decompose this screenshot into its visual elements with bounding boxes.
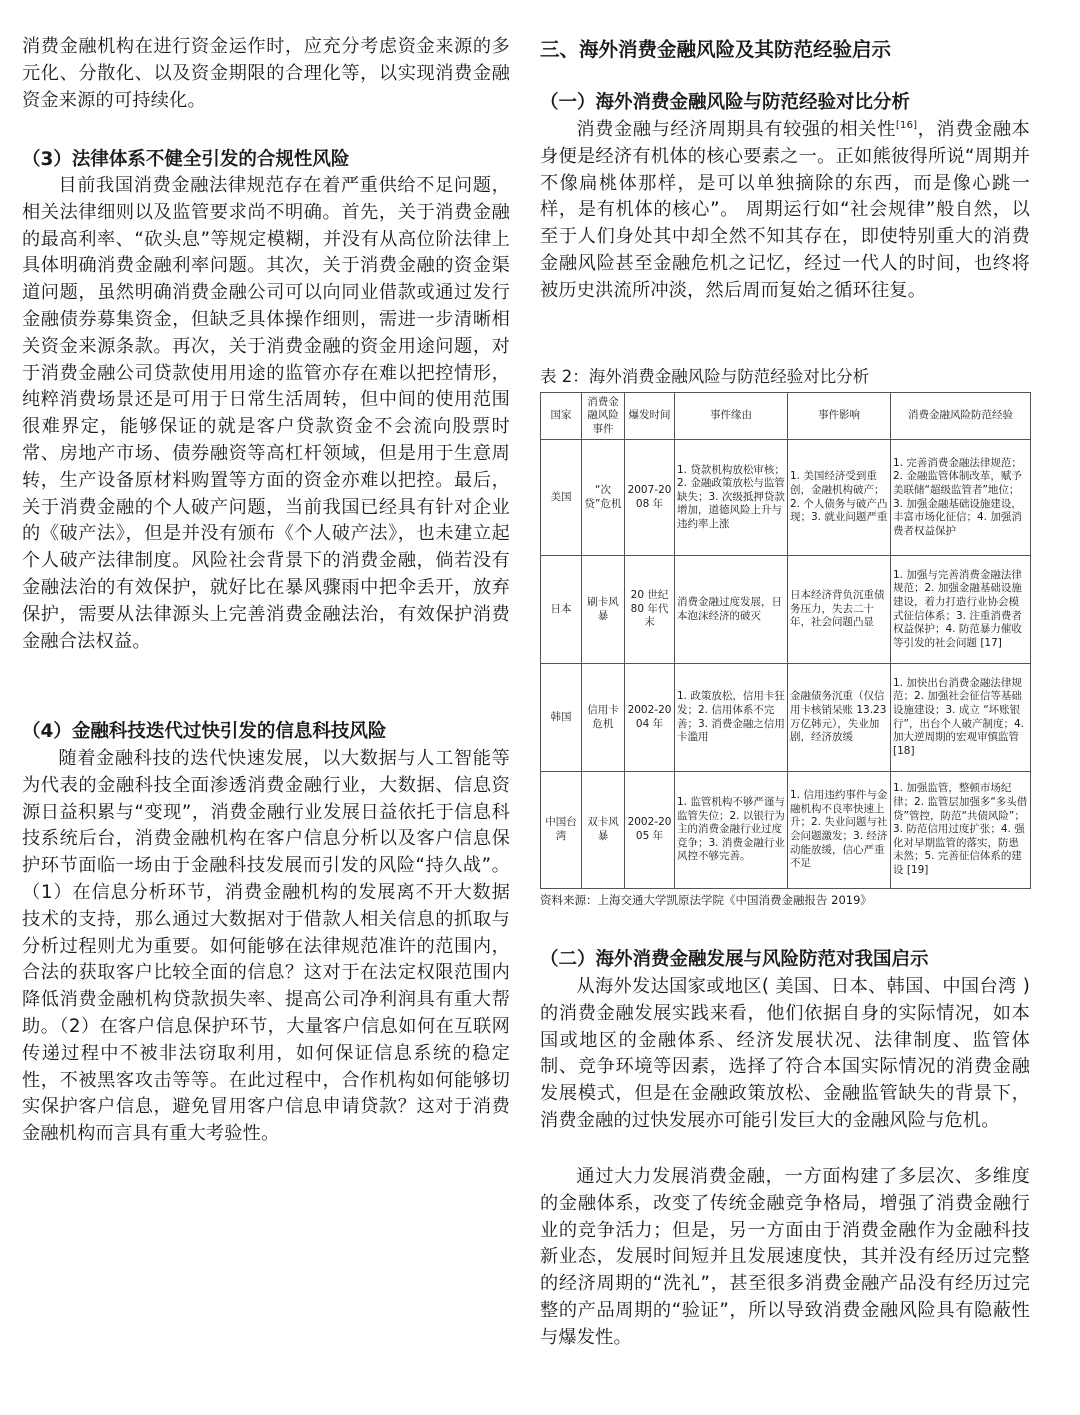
cell-country: 日本 bbox=[541, 556, 582, 664]
cell-cause: 1. 政策放松，信用卡狂发；2. 信用体系不完善；3. 消费金融之信用卡滥用 bbox=[675, 664, 788, 772]
paragraph-overseas-practice: 从海外发达国家或地区( 美国、日本、韩国、中国台湾 ) 的消费金融发展实践来看，他们依据自身的实际情况，如本国或地区的金融体系、经济发展状况、法律制度、监管体制、竞争环境等因素，选择了符合本国实际情况的消费金融发展模式，但是在金融政策放松、金融监管缺失的背景下，消费金融的过快发展亦可能引发巨大的金融风险与危机。 bbox=[540, 976, 1030, 1131]
paragraph-legal-system: 目前我国消费金融法律规范存在着严重供给不足问题，相关法律细则以及监管要求尚不明确。首先，关于消费金融的最高利率、“砍头息”等规定模糊，并没有从高位阶法律上具体明确消费金融利率问题。其次，关于消费金融的资金渠道问题，虽然明确消费金融公司可以向同业借款或通过发行金融债券募集资金，但缺乏具体操作细则，需进一步清晰相关资金来源条款。再次，关于消费金融的资金用途问题，对于消费金融公司贷款使用用途的监管亦存在难以把控情形，纯粹消费场景还是可用于日常生活周转，但中间的使用范围很难界定，能够保证的就是客户贷款资金不会流向股票时常、房地产市场、债券融资等高杠杆领域，但是用于生意周转，生产设备原材料购置等方面的资金亦难以把控。最后，关于消费金融的个人破产问题，当前我国已经具有针对企业的《破产法》，但是并没有颁布《个人破产法》，也未建立起个人破产法律制度。风险社会背景下的消费金融，倘若没有金融法治的有效保护，就好比在暴风骤雨中把伞丢开，放弃保护，需要从法律源头上完善消费金融法治，有效保护消费金融合法权益。 bbox=[22, 175, 510, 652]
cell-cause: 消费金融过度发展，日本泡沫经济的破灭 bbox=[675, 556, 788, 664]
cell-experience: 1. 加快出台消费金融法律规范；2. 加强社会征信等基础设施建设；3. 成立 “坏账银行”，出台个人破产制度；4. 加大逆周期的宏观审慎监管 [18] bbox=[891, 664, 1031, 772]
subheading-comparison: （一）海外消费金融风险与防范经验对比分析 bbox=[540, 92, 911, 113]
heading-compliance-risk: （3）法律体系不健全引发的合规性风险 bbox=[22, 149, 350, 170]
cell-time: 2002-2004 年 bbox=[625, 664, 675, 772]
header-risk-event: 消费金融风险事件 bbox=[582, 393, 625, 440]
cycle-text-a: 消费金融与经济周期具有较强的相关性 bbox=[576, 119, 896, 140]
header-outbreak-time: 爆发时间 bbox=[625, 393, 675, 440]
cell-event: “次贷”危机 bbox=[582, 440, 625, 556]
paragraph-risk-nature: 通过大力发展消费金融，一方面构建了多层次、多维度的金融体系，改变了传统金融竞争格局，增强了消费金融行业的竞争活力；但是，另一方面由于消费金融作为金融科技新业态，发展时间短并且发展速度快，其并没有经历过完整的经济周期的“洗礼”，甚至很多消费金融产品没有经历过完整的产品周期的“验证”，所以导致消费金融风险具有隐蔽性与爆发性。 bbox=[540, 1166, 1030, 1348]
paragraph-funding-sources: 消费金融机构在进行资金运作时，应充分考虑资金来源的多元化、分散化、以及资金期限的合理化等，以实现消费金融资金来源的可持续化。 bbox=[22, 36, 510, 111]
header-cause: 事件缘由 bbox=[675, 393, 788, 440]
cycle-text-b: ，消费金融本身便是经济有机体的核心要素之一。正如熊彼得所说“周期并不像扁桃体那样，是可以单独摘除的东西，而是像心跳一样，是有机体的核心”。 周期运行如“社会规律”般自然，以至于人们身处其中却全然不知其存在，即使特别重大的消费金融风险甚至金融危机之记忆，经过一代人的时间，也终将被历史洪流所冲淡，然后周而复始之循环往复。 bbox=[540, 119, 1031, 301]
cell-time: 2007-2008 年 bbox=[625, 440, 675, 556]
citation-16: [16] bbox=[895, 119, 918, 131]
cell-experience: 1. 完善消费金融法律规范；2. 金融监管体制改革，赋予美联储“超级监管者”地位；3. 加强金融基础设施建设，丰富市场化征信；4. 加强消费者权益保护 bbox=[891, 440, 1031, 556]
table-row bbox=[541, 664, 1031, 772]
comparison-table-wrap bbox=[540, 392, 1030, 889]
paragraph-fintech: 随着金融科技的迭代快速发展，以大数据与人工智能等为代表的金融科技全面渗透消费金融行业，大数据、信息资源日益积累与“变现”，消费金融行业发展日益依托于信息科技系统后台，消费金融机构在客户信息分析以及客户信息保护环节面临一场由于金融科技发展而引发的风险“持久战”。（1）在信息分析环节，消费金融机构的发展离不开大数据技术的支持，那么通过大数据对于借款人相关信息的抓取与分析过程则尤为重要。如何能够在法律规范准许的范围内，合法的获取客户比较全面的信息？这对于在法定权限范围内降低消费金融机构贷款损失率、提高公司净利润具有重大帮助。（2）在客户信息保护环节，大量客户信息如何在互联网传递过程中不被非法窃取利用，如何保证信息系统的稳定性，不被黑客攻击等等。在此过程中，合作机构如何能够切实保护客户信息，避免冒用客户信息申请贷款？这对于消费金融机构而言具有重大考验性。 bbox=[22, 748, 510, 1145]
table-header-row bbox=[541, 393, 1031, 440]
cell-event: 信用卡危机 bbox=[582, 664, 625, 772]
cell-time: 20 世纪 80 年代末 bbox=[625, 556, 675, 664]
table-source: 资料来源：上海交通大学凯原法学院《中国消费金融报告 2019》 bbox=[540, 893, 872, 907]
cell-country: 中国台湾 bbox=[541, 772, 582, 889]
comparison-table bbox=[540, 392, 1031, 889]
cell-event: 刷卡风暴 bbox=[582, 556, 625, 664]
cell-cause: 1. 贷款机构放松审核；2. 金融政策放松与监管缺失；3. 次级抵押贷款增加，道德风险上升与违约率上涨 bbox=[675, 440, 788, 556]
cell-cause: 1. 监管机构不够严谨与监管失位；2. 以银行为主的消费金融行业过度竞争；3. 消费金融行业风控不够完善。 bbox=[675, 772, 788, 889]
subheading-implications: （二）海外消费金融发展与风险防范对我国启示 bbox=[540, 949, 929, 970]
header-country: 国家 bbox=[541, 393, 582, 440]
section-heading: 三、海外消费金融风险及其防范经验启示 bbox=[540, 38, 892, 61]
cell-country: 美国 bbox=[541, 440, 582, 556]
cell-experience: 1. 加强监管，整顿市场纪律；2. 监管层加强多“多头借贷”管控，防范“共债风险”；3. 防范信用过度扩张；4. 强化对早期监管的落实，防患未然；5. 完善征信体系的建设 [19] bbox=[891, 772, 1031, 889]
cell-country: 韩国 bbox=[541, 664, 582, 772]
table-row bbox=[541, 440, 1031, 556]
cell-experience: 1. 加强与完善消费金融法律规范；2. 加强金融基础设施建设，着力打造行业协会模式征信体系；3. 注重消费者权益保护；4. 防范暴力催收等引发的社会问题 [17] bbox=[891, 556, 1031, 664]
heading-fintech-risk: （4）金融科技迭代过快引发的信息科技风险 bbox=[22, 721, 387, 742]
table-row bbox=[541, 772, 1031, 889]
paragraph-economic-cycle bbox=[540, 117, 1030, 305]
header-experience: 消费金融风险防范经验 bbox=[891, 393, 1031, 440]
cell-time: 2002-2005 年 bbox=[625, 772, 675, 889]
cell-event: 双卡风暴 bbox=[582, 772, 625, 889]
cell-impact: 金融债务沉重（仅信用卡核销呆账 13.23 万亿韩元），失业加剧，经济放缓 bbox=[788, 664, 891, 772]
table-caption: 表 2：海外消费金融风险与防范经验对比分析 bbox=[540, 367, 870, 386]
cell-impact: 日本经济背负沉重债务压力，失去二十年，社会问题凸显 bbox=[788, 556, 891, 664]
table-row bbox=[541, 556, 1031, 664]
cell-impact: 1. 美国经济受到重创，金融机构破产；2. 个人债务与破产凸现；3. 就业问题严重 bbox=[788, 440, 891, 556]
header-impact: 事件影响 bbox=[788, 393, 891, 440]
cell-impact: 1. 信用违约事件与金融机构不良率快速上升；2. 失业问题与社会问题激发；3. 经济动能放缓，信心严重不足 bbox=[788, 772, 891, 889]
